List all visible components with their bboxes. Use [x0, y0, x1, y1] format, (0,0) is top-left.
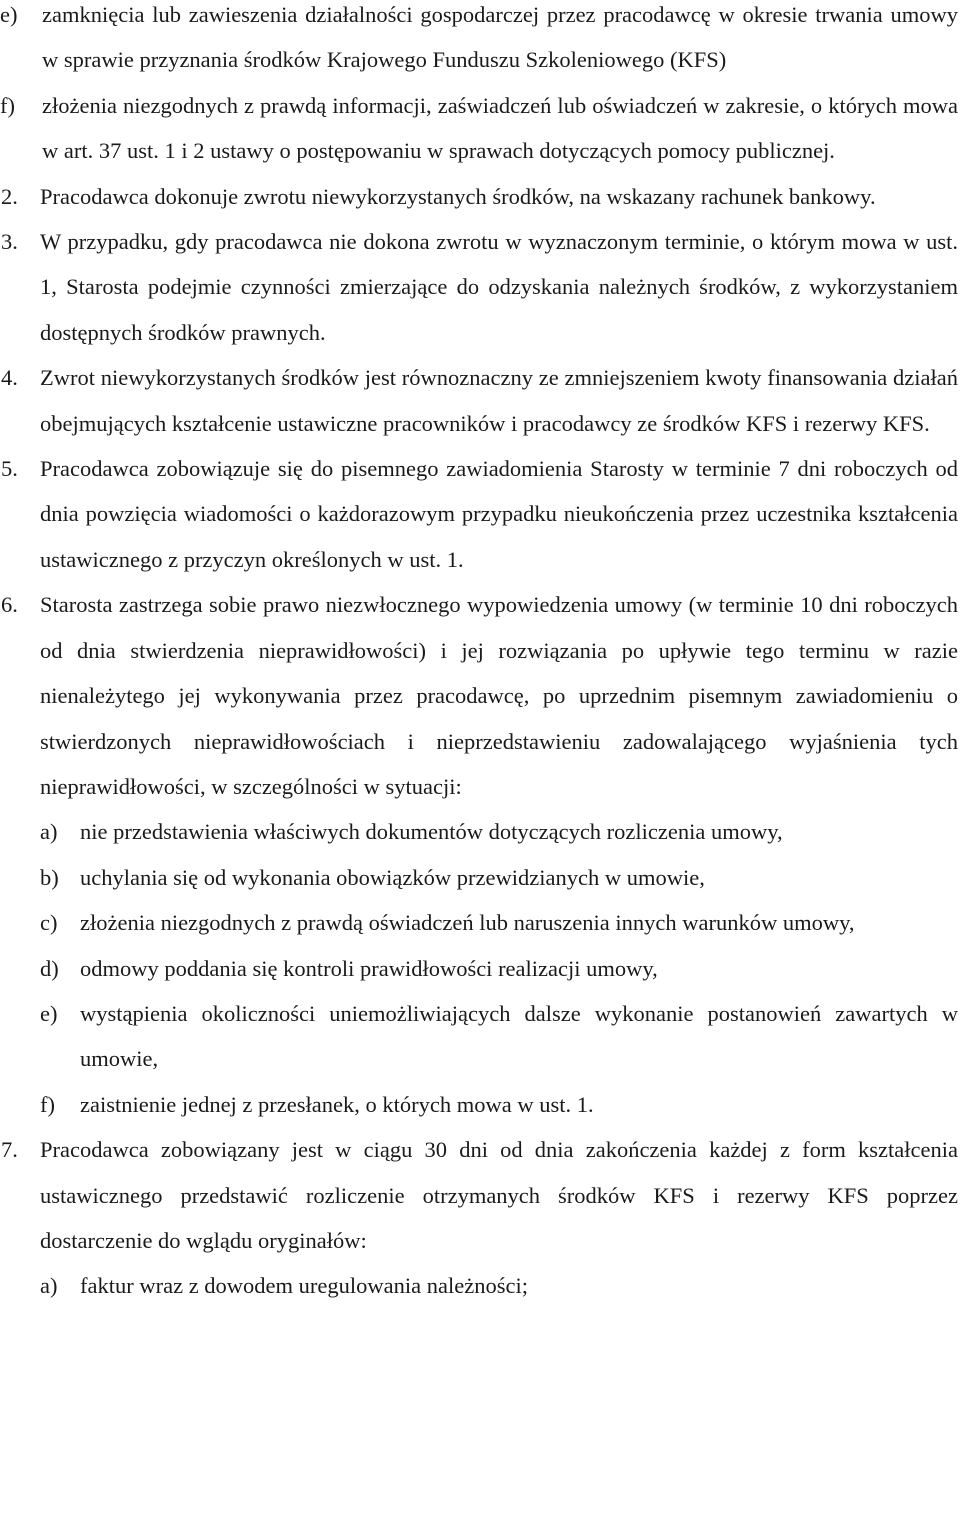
- paragraph-2: [0, 174, 958, 219]
- paragraph-number: 7.: [1, 1137, 18, 1163]
- list-item-text: złożenia niezgodnych z prawdą oświadczeń lub naruszenia innych warunków umowy,: [80, 910, 855, 936]
- list-item-text: faktur wraz z dowodem uregulowania należności;: [80, 1273, 528, 1299]
- list-item: [0, 809, 958, 854]
- list-marker: b): [40, 864, 59, 890]
- paragraph-number: 6.: [1, 592, 18, 618]
- paragraph-text: Pracodawca zobowiązuje się do pisemnego zawiadomienia Starosty w terminie 7 dni roboczych od dnia powzięcia wiadomości o każdorazowym przypadku nieukończenia przez uczestnika kształcenia ustawicznego z przyczyn określonych w ust. 1.: [40, 456, 958, 572]
- list-item: [0, 991, 958, 1082]
- list-marker: f): [0, 92, 15, 118]
- paragraph-number: 3.: [1, 229, 18, 255]
- list-marker: f): [40, 1091, 55, 1117]
- list-item-text: zaistnienie jednej z przesłanek, o których mowa w ust. 1.: [80, 1091, 594, 1117]
- list-item-text: nie przedstawienia właściwych dokumentów dotyczących rozliczenia umowy,: [80, 819, 783, 845]
- paragraph-3: [0, 219, 958, 355]
- list-item-text: uchylania się od wykonania obowiązków przewidzianych w umowie,: [80, 864, 705, 890]
- paragraph-number: 2.: [1, 183, 18, 209]
- list-marker: a): [40, 819, 58, 845]
- list-item: [0, 83, 958, 174]
- paragraph-number: 5.: [1, 456, 18, 482]
- paragraph-7-list: [0, 1263, 958, 1308]
- paragraph-5: [0, 446, 958, 582]
- list-item: [0, 946, 958, 991]
- list-item-text: odmowy poddania się kontroli prawidłowości realizacji umowy,: [80, 955, 658, 981]
- list-marker: a): [40, 1273, 58, 1299]
- list-item-text: wystąpienia okoliczności uniemożliwiających dalsze wykonanie postanowień zawartych w umowie,: [80, 1000, 958, 1072]
- list-item: [0, 855, 958, 900]
- list-item: [0, 1263, 958, 1308]
- paragraph-4: [0, 355, 958, 446]
- list-marker: e): [0, 2, 18, 27]
- paragraph-number: 4.: [1, 365, 18, 391]
- paragraph-text: Starosta zastrzega sobie prawo niezwłocznego wypowiedzenia umowy (w terminie 10 dni roboczych od dnia stwierdzenia nieprawidłowości) i jej rozwiązania po upływie tego terminu w razie nienależytego jej wykonywania przez pracodawcę, po uprzednim pisemnym zawiadomieniu o stwierdzonych nieprawidłowościach i nieprzedstawieniu zadowalającego wyjaśnienia tych nieprawidłowości, w szczególności w sytuacji:: [40, 592, 958, 799]
- list-marker: d): [40, 955, 59, 981]
- list-marker: c): [40, 910, 58, 936]
- continuation-list: [0, 0, 958, 174]
- paragraph-text: Zwrot niewykorzystanych środków jest równoznaczny ze zmniejszeniem kwoty finansowania działań obejmujących kształcenie ustawiczne pracowników i pracodawcy ze środków KFS i rezerwy KFS.: [40, 365, 958, 436]
- list-item-text: zamknięcia lub zawieszenia działalności gospodarczej przez pracodawcę w okresie trwania umowy w sprawie przyznania środków Krajowego Funduszu Szkoleniowego (KFS): [42, 2, 958, 73]
- paragraph-text: Pracodawca dokonuje zwrotu niewykorzystanych środków, na wskazany rachunek bankowy.: [40, 183, 876, 209]
- paragraph-6-list: [0, 809, 958, 1127]
- list-item-text: złożenia niezgodnych z prawdą informacji, zaświadczeń lub oświadczeń w zakresie, o których mowa w art. 37 ust. 1 i 2 ustawy o postępowaniu w sprawach dotyczących pomocy publicznej.: [42, 92, 958, 164]
- paragraph-text: W przypadku, gdy pracodawca nie dokona zwrotu w wyznaczonym terminie, o którym mowa w ust. 1, Starosta podejmie czynności zmierzające do odzyskania należnych środków, z wykorzystaniem dostępnych środków prawnych.: [40, 229, 958, 345]
- paragraph-7: [0, 1127, 958, 1263]
- list-item: [0, 1082, 958, 1127]
- paragraph-6: [0, 582, 958, 809]
- list-item: [0, 0, 958, 83]
- paragraph-text: Pracodawca zobowiązany jest w ciągu 30 dni od dnia zakończenia każdej z form kształcenia ustawicznego przedstawić rozliczenie otrzymanych środków KFS i rezerwy KFS poprzez dostarczenie do wglądu oryginałów:: [40, 1137, 958, 1253]
- list-item: [0, 900, 958, 945]
- list-marker: e): [40, 1000, 58, 1026]
